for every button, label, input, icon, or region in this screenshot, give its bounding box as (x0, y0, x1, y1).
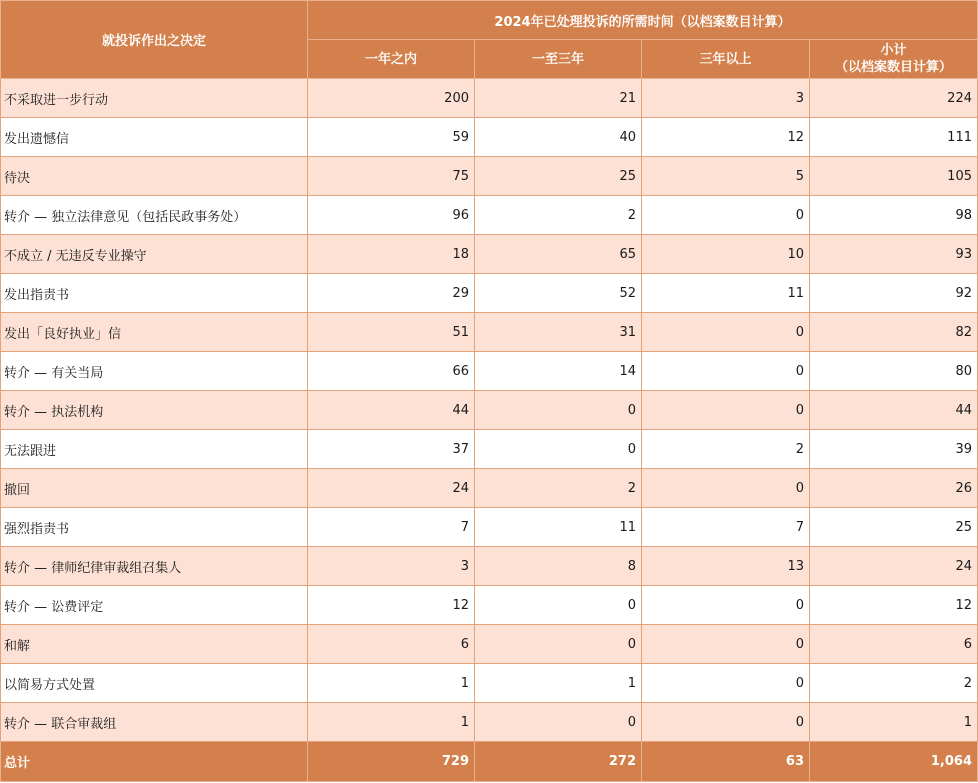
cell-one-to-three-years: 1 (475, 664, 642, 703)
cell-over-three-years: 0 (642, 664, 810, 703)
cell-one-to-three-years: 2 (475, 196, 642, 235)
cell-subtotal: 2 (810, 664, 978, 703)
table-row (1, 274, 978, 313)
cell-over-three-years: 10 (642, 235, 810, 274)
row-label: 转介 — 律师纪律审裁组召集人 (1, 547, 308, 586)
cell-within-one-year: 7 (308, 508, 475, 547)
cell-subtotal: 105 (810, 157, 978, 196)
header-one-to-three-years: 一至三年 (475, 40, 642, 79)
table-row (1, 586, 978, 625)
cell-subtotal: 24 (810, 547, 978, 586)
table-footer (1, 742, 978, 782)
header-time-required: 2024年已处理投诉的所需时间（以档案数目计算） (308, 1, 978, 40)
cell-within-one-year: 37 (308, 430, 475, 469)
cell-within-one-year: 3 (308, 547, 475, 586)
cell-over-three-years: 0 (642, 391, 810, 430)
row-label: 发出指责书 (1, 274, 308, 313)
cell-one-to-three-years: 40 (475, 118, 642, 157)
cell-within-one-year: 75 (308, 157, 475, 196)
cell-within-one-year: 59 (308, 118, 475, 157)
table-row (1, 664, 978, 703)
total-one-to-three-years: 272 (475, 742, 642, 782)
table-row (1, 430, 978, 469)
table-row (1, 391, 978, 430)
row-label: 无法跟进 (1, 430, 308, 469)
table-row (1, 157, 978, 196)
row-label: 转介 — 执法机构 (1, 391, 308, 430)
row-label: 待决 (1, 157, 308, 196)
cell-subtotal: 44 (810, 391, 978, 430)
table-row (1, 79, 978, 118)
cell-over-three-years: 5 (642, 157, 810, 196)
table-row (1, 625, 978, 664)
cell-one-to-three-years: 25 (475, 157, 642, 196)
row-label: 以简易方式处置 (1, 664, 308, 703)
cell-within-one-year: 51 (308, 313, 475, 352)
cell-over-three-years: 0 (642, 196, 810, 235)
total-within-one-year: 729 (308, 742, 475, 782)
cell-one-to-three-years: 2 (475, 469, 642, 508)
cell-over-three-years: 0 (642, 625, 810, 664)
header-over-three-years: 三年以上 (642, 40, 810, 79)
row-label: 发出遗憾信 (1, 118, 308, 157)
cell-subtotal: 98 (810, 196, 978, 235)
cell-one-to-three-years: 8 (475, 547, 642, 586)
cell-over-three-years: 0 (642, 352, 810, 391)
cell-within-one-year: 18 (308, 235, 475, 274)
cell-one-to-three-years: 11 (475, 508, 642, 547)
cell-subtotal: 93 (810, 235, 978, 274)
cell-one-to-three-years: 0 (475, 703, 642, 742)
cell-within-one-year: 200 (308, 79, 475, 118)
table-body (1, 79, 978, 742)
cell-one-to-three-years: 0 (475, 625, 642, 664)
total-over-three-years: 63 (642, 742, 810, 782)
cell-subtotal: 80 (810, 352, 978, 391)
row-label: 发出「良好执业」信 (1, 313, 308, 352)
cell-within-one-year: 44 (308, 391, 475, 430)
table-row (1, 313, 978, 352)
cell-over-three-years: 0 (642, 703, 810, 742)
header-subtotal-line2: （以档案数目计算） (834, 60, 952, 75)
header-within-one-year: 一年之内 (308, 40, 475, 79)
cell-subtotal: 111 (810, 118, 978, 157)
header-decision: 就投诉作出之决定 (1, 1, 308, 79)
cell-within-one-year: 24 (308, 469, 475, 508)
table-row (1, 196, 978, 235)
cell-one-to-three-years: 14 (475, 352, 642, 391)
cell-subtotal: 82 (810, 313, 978, 352)
table-row (1, 469, 978, 508)
cell-over-three-years: 0 (642, 586, 810, 625)
cell-one-to-three-years: 31 (475, 313, 642, 352)
cell-over-three-years: 12 (642, 118, 810, 157)
row-label: 转介 — 有关当局 (1, 352, 308, 391)
total-row (1, 742, 978, 782)
row-label: 不成立 / 无违反专业操守 (1, 235, 308, 274)
cell-over-three-years: 13 (642, 547, 810, 586)
cell-one-to-three-years: 65 (475, 235, 642, 274)
total-label: 总计 (1, 742, 308, 782)
cell-subtotal: 1 (810, 703, 978, 742)
cell-subtotal: 92 (810, 274, 978, 313)
table-row (1, 547, 978, 586)
cell-one-to-three-years: 0 (475, 430, 642, 469)
cell-subtotal: 26 (810, 469, 978, 508)
table-header (1, 1, 978, 79)
cell-over-three-years: 11 (642, 274, 810, 313)
row-label: 和解 (1, 625, 308, 664)
cell-subtotal: 39 (810, 430, 978, 469)
row-label: 不采取进一步行动 (1, 79, 308, 118)
table-row (1, 118, 978, 157)
row-label: 强烈指责书 (1, 508, 308, 547)
cell-over-three-years: 3 (642, 79, 810, 118)
header-subtotal-line1: 小计 (880, 43, 907, 58)
cell-within-one-year: 1 (308, 664, 475, 703)
total-subtotal: 1,064 (810, 742, 978, 782)
cell-one-to-three-years: 0 (475, 391, 642, 430)
row-label: 转介 — 联合审裁组 (1, 703, 308, 742)
cell-within-one-year: 6 (308, 625, 475, 664)
cell-within-one-year: 12 (308, 586, 475, 625)
cell-one-to-three-years: 0 (475, 586, 642, 625)
table-row (1, 508, 978, 547)
cell-subtotal: 6 (810, 625, 978, 664)
row-label: 转介 — 独立法律意见（包括民政事务处） (1, 196, 308, 235)
header-subtotal (810, 40, 978, 79)
row-label: 转介 — 讼费评定 (1, 586, 308, 625)
table-row (1, 703, 978, 742)
table-row (1, 235, 978, 274)
cell-within-one-year: 1 (308, 703, 475, 742)
cell-over-three-years: 0 (642, 469, 810, 508)
cell-subtotal: 224 (810, 79, 978, 118)
cell-subtotal: 12 (810, 586, 978, 625)
cell-one-to-three-years: 21 (475, 79, 642, 118)
cell-one-to-three-years: 52 (475, 274, 642, 313)
cell-over-three-years: 7 (642, 508, 810, 547)
row-label: 撤回 (1, 469, 308, 508)
cell-within-one-year: 29 (308, 274, 475, 313)
table-row (1, 352, 978, 391)
cell-over-three-years: 2 (642, 430, 810, 469)
cell-within-one-year: 66 (308, 352, 475, 391)
cell-subtotal: 25 (810, 508, 978, 547)
cell-within-one-year: 96 (308, 196, 475, 235)
cell-over-three-years: 0 (642, 313, 810, 352)
